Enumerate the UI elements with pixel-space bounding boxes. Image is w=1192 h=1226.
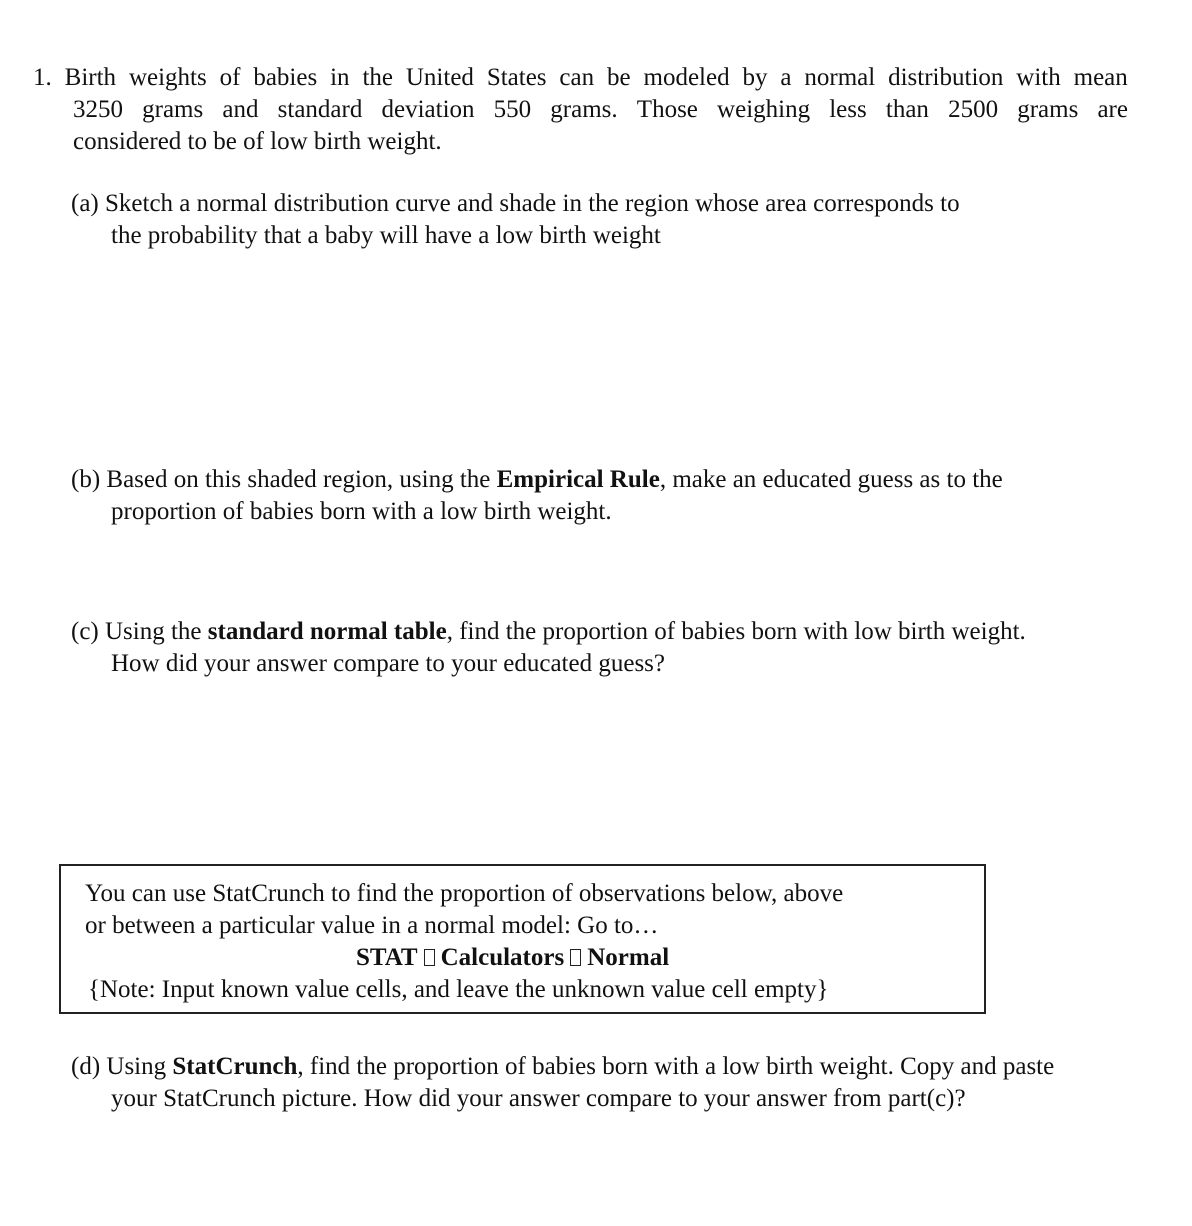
question-word: be bbox=[607, 64, 631, 91]
question-word: by bbox=[742, 64, 768, 91]
part-c-post: , find the proportion of babies born with low birth weight. bbox=[446, 618, 1026, 645]
part-d-bold-term: StatCrunch bbox=[172, 1053, 298, 1080]
question-word: than bbox=[885, 96, 929, 123]
part-c-bold-term: standard normal table bbox=[207, 618, 447, 645]
part-b-bold-term: Empirical Rule bbox=[496, 466, 660, 493]
part-d-line-2: your StatCrunch picture. How did your answer compare to your answer from part(c)? bbox=[111, 1085, 966, 1112]
part-b-line-2: proportion of babies born with a low birth weight. bbox=[111, 498, 612, 525]
question-word: Birth bbox=[64, 64, 117, 91]
part-c bbox=[71, 616, 1026, 680]
part-c-line-2: How did your answer compare to your educated guess? bbox=[111, 650, 665, 677]
note-line-4: {Note: Input known value cells, and leave the unknown value cell empty} bbox=[88, 976, 829, 1003]
question-word: distribution bbox=[888, 64, 1004, 91]
part-c-pre: (c) Using the bbox=[71, 618, 208, 645]
question-number: 1. bbox=[33, 64, 52, 91]
question-word: mean bbox=[1073, 64, 1128, 91]
question-word: a bbox=[780, 64, 792, 91]
menu-normal: Normal bbox=[587, 944, 670, 971]
part-b bbox=[71, 464, 1003, 528]
question-word: weighing bbox=[717, 96, 811, 123]
menu-stat: STAT bbox=[356, 944, 418, 971]
part-d-pre: (d) Using bbox=[71, 1053, 173, 1080]
question-word: the bbox=[362, 64, 393, 91]
part-b-post: , make an educated guess as to the bbox=[659, 466, 1003, 493]
question-word: grams. bbox=[550, 96, 618, 123]
note-menu-path bbox=[356, 942, 669, 974]
question-word: States bbox=[486, 64, 547, 91]
question-word: deviation bbox=[381, 96, 475, 123]
question-word: standard bbox=[277, 96, 363, 123]
question-word: 3250 bbox=[73, 96, 123, 123]
question-word: 550 bbox=[493, 96, 532, 123]
question-line-1 bbox=[33, 62, 1128, 94]
menu-calculators: Calculators bbox=[440, 944, 565, 971]
question-word: United bbox=[405, 64, 474, 91]
part-d-post: , find the proportion of babies born with a low birth weight. Copy and paste bbox=[297, 1053, 1055, 1080]
question-word: modeled bbox=[643, 64, 730, 91]
missing-glyph-icon bbox=[424, 949, 435, 966]
question-word: Those bbox=[636, 96, 698, 123]
question-word: weights bbox=[128, 64, 207, 91]
part-d-line-1 bbox=[71, 1051, 1054, 1083]
part-a-line-1: (a) Sketch a normal distribution curve and shade in the region whose area corresponds to bbox=[71, 190, 960, 217]
statcrunch-note-box bbox=[59, 864, 986, 1014]
part-d bbox=[71, 1051, 1054, 1115]
question-word: normal bbox=[804, 64, 876, 91]
part-a-line-2: the probability that a baby will have a low birth weight bbox=[111, 222, 661, 249]
question-word: less bbox=[829, 96, 867, 123]
missing-glyph-icon bbox=[570, 949, 581, 966]
question-word: grams bbox=[142, 96, 204, 123]
question-line-3: considered to be of low birth weight. bbox=[73, 128, 442, 155]
question-word: and bbox=[222, 96, 259, 123]
question-1-stem bbox=[33, 62, 1128, 158]
part-c-line-1 bbox=[71, 616, 1026, 648]
question-word: of bbox=[219, 64, 241, 91]
question-word: 2500 bbox=[948, 96, 999, 123]
question-line-2 bbox=[73, 94, 1128, 126]
question-word: grams bbox=[1017, 96, 1079, 123]
question-word: can bbox=[559, 64, 595, 91]
question-word: babies bbox=[253, 64, 318, 91]
question-word: are bbox=[1097, 96, 1128, 123]
question-word: in bbox=[330, 64, 350, 91]
note-line-2: or between a particular value in a normal model: Go to… bbox=[85, 912, 659, 939]
part-a bbox=[71, 188, 960, 252]
note-line-1: You can use StatCrunch to find the proportion of observations below, above bbox=[85, 880, 844, 907]
question-word: with bbox=[1016, 64, 1061, 91]
part-b-pre: (b) Based on this shaded region, using the bbox=[71, 466, 497, 493]
part-b-line-1 bbox=[71, 464, 1003, 496]
